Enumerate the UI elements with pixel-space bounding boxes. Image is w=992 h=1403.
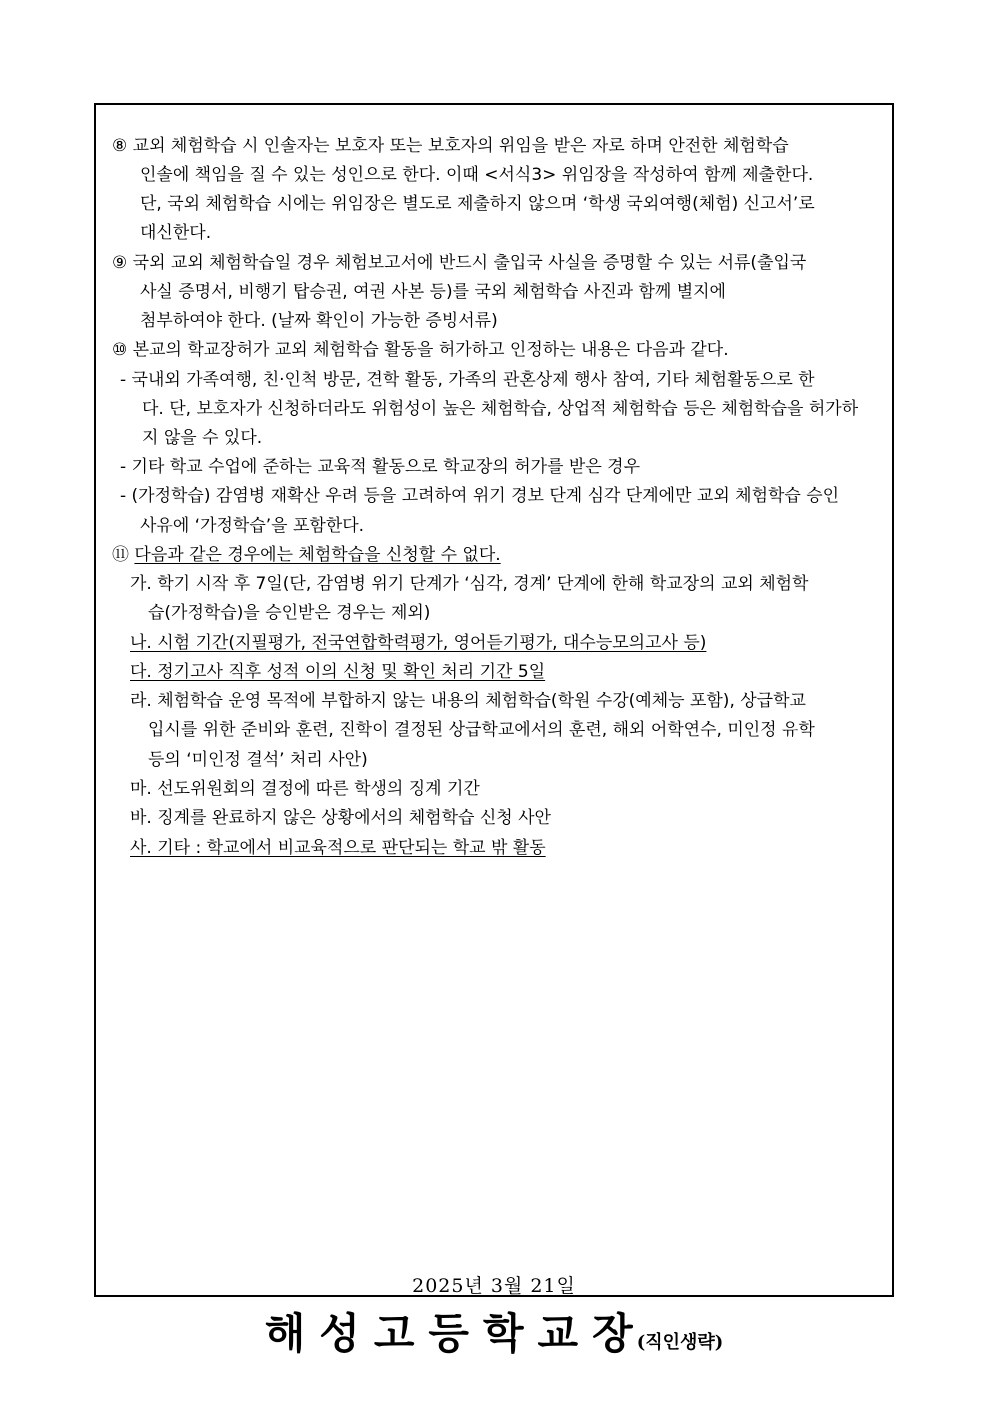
document-date: 2025년 3월 21일	[412, 1275, 576, 1297]
item-8-line-3: 단, 국외 체험학습 시에는 위임장은 별도로 제출하지 않으며 ‘학생 국외여행(체험) 신고서’로	[140, 194, 815, 214]
item-9-line-2: 사실 증명서, 비행기 탑승권, 여권 사본 등)를 국외 체험학습 사진과 함께 별지에	[140, 282, 726, 302]
seal-omitted-note: (직인생략)	[636, 1332, 724, 1353]
item-10-line-1: ⑩ 본교의 학교장허가 교외 체험학습 활동을 허가하고 인정하는 내용은 다음과 같다.	[112, 340, 729, 360]
item-11-sa: 사. 기타 : 학교에서 비교육적으로 판단되는 학교 밖 활동	[130, 838, 546, 858]
item-11-ma: 마. 선도위원회의 결정에 따른 학생의 징계 기간	[130, 779, 480, 799]
item-11-ra-line-3: 등의 ‘미인정 결석’ 처리 사안)	[148, 750, 368, 770]
school-principal-name: 해성고등학교장	[264, 1309, 647, 1358]
item-11-heading	[112, 544, 501, 566]
item-9-line-1: ⑨ 국외 교외 체험학습일 경우 체험보고서에 반드시 출입국 사실을 증명할 수 있는 서류(출입국	[112, 253, 807, 273]
item-9-line-3: 첨부하여야 한다. (날짜 확인이 가능한 증빙서류)	[140, 311, 498, 331]
item-10-sub-1-line-2: 다. 단, 보호자가 신청하더라도 위험성이 높은 체험학습, 상업적 체험학습 등은 체험학습을 허가하	[142, 399, 859, 419]
signature-block	[96, 1301, 892, 1361]
item-10-sub-2: - 기타 학교 수업에 준하는 교육적 활동으로 학교장의 허가를 받은 경우	[120, 457, 640, 477]
item-8-line-2: 인솔에 책임을 질 수 있는 성인으로 한다. 이때 <서식3> 위임장을 작성하여 함께 제출한다.	[140, 165, 814, 185]
item-11-ba: 바. 징계를 완료하지 않은 상황에서의 체험학습 신청 사안	[130, 808, 551, 828]
document-frame	[94, 103, 894, 1358]
item-11-ra-line-1: 라. 체험학습 운영 목적에 부합하지 않는 내용의 체험학습(학원 수강(예체능 포함), 상급학교	[130, 691, 806, 711]
item-11-ra-line-2: 입시를 위한 준비와 훈련, 진학이 결정된 상급학교에서의 훈련, 해외 어학연수, 미인정 유학	[148, 720, 815, 740]
item-10-sub-3-line-1: - (가정학습) 감염병 재확산 우려 등을 고려하여 위기 경보 단계 심각 단계에만 교외 체험학습 승인	[120, 486, 840, 506]
item-10-sub-1-line-3: 지 않을 수 있다.	[142, 428, 263, 448]
item-10-sub-3-line-2: 사유에 ‘가정학습’을 포함한다.	[140, 516, 365, 536]
item-8-line-1: ⑧ 교외 체험학습 시 인솔자는 보호자 또는 보호자의 위임을 받은 자로 하며 안전한 체험학습	[112, 136, 789, 156]
item-11-number: ⑪	[112, 545, 129, 565]
item-11-ga-line-2: 습(가정학습)을 승인받은 경우는 제외)	[148, 603, 431, 623]
item-10-sub-1-line-1: - 국내외 가족여행, 친·인척 방문, 견학 활동, 가족의 관혼상제 행사 참여, 기타 체험활동으로 한	[120, 370, 815, 390]
item-8-line-4: 대신한다.	[140, 223, 212, 243]
item-11-heading-text: 다음과 같은 경우에는 체험학습을 신청할 수 없다.	[134, 545, 501, 565]
item-11-ga-line-1: 가. 학기 시작 후 7일(단, 감염병 위기 단계가 ‘심각, 경계’ 단계에 한해 학교장의 교외 체험학	[130, 574, 809, 594]
item-11-na: 나. 시험 기간(지필평가, 전국연합학력평가, 영어듣기평가, 대수능모의고사 등)	[130, 633, 707, 653]
item-11-da: 다. 정기고사 직후 성적 이의 신청 및 확인 처리 기간 5일	[130, 662, 546, 682]
